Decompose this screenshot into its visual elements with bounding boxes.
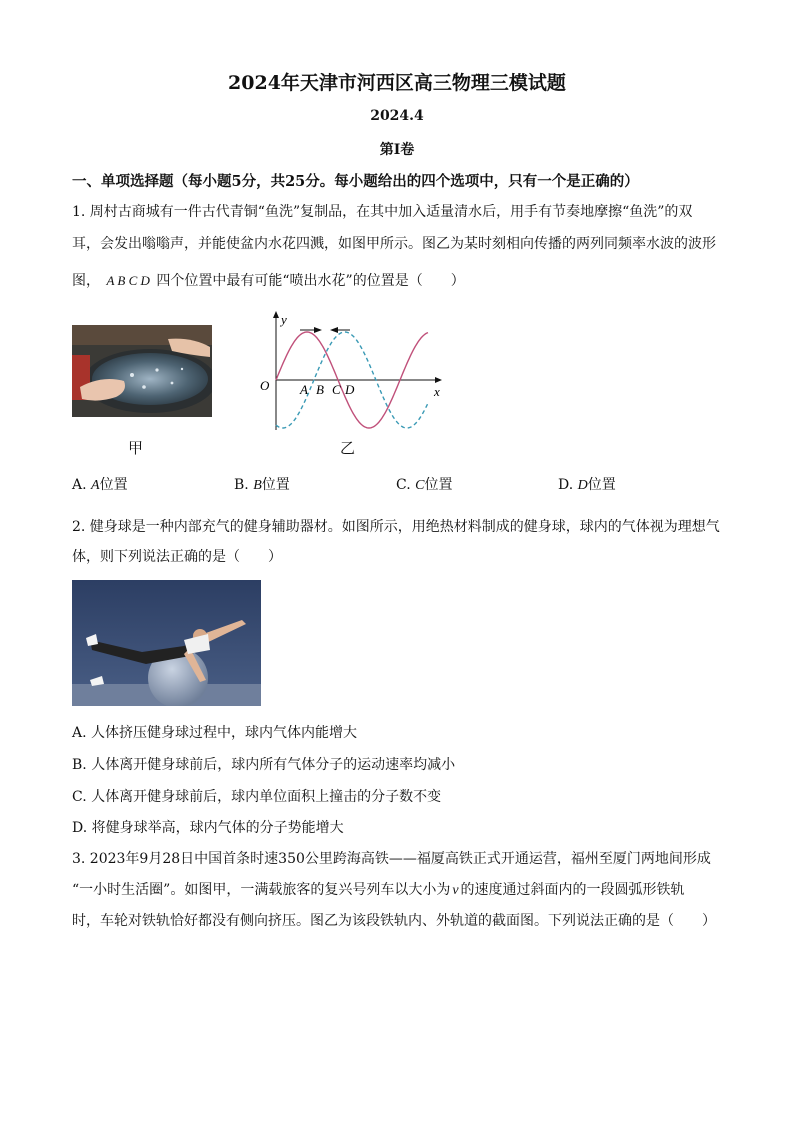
option-var: C bbox=[415, 478, 425, 493]
option-var: B bbox=[253, 478, 262, 493]
option-text: 位置 bbox=[424, 477, 453, 493]
fish-basin-photo bbox=[72, 325, 212, 417]
q1-option-a[interactable] bbox=[72, 474, 128, 494]
wave-graph bbox=[256, 308, 446, 434]
q3-line-2-a: “一小时生活圈”。如图甲，一满载旅客的复兴号列车以大小为 bbox=[72, 882, 451, 898]
q3-line-2-b: 的速度通过斜面内的一段圆弧形铁轨 bbox=[460, 882, 685, 898]
q3-line-1: 3. 2023年9月28日中国首条时速350公里跨海高铁——福厦高铁正式开通运营，福州至厦门两地间形成 bbox=[72, 851, 711, 867]
right-arrow-head bbox=[314, 327, 322, 333]
q2-option-d[interactable]: D. 将健身球举高，球内气体的分子势能增大 bbox=[72, 820, 344, 836]
q1-line-1: 1. 周村古商城有一件古代青铜“鱼洗”复制品，在其中加入适量清水后，用手有节奏地摩擦“鱼洗”的双 bbox=[72, 204, 693, 220]
velocity-symbol: v bbox=[452, 883, 459, 898]
option-key: C. bbox=[396, 477, 411, 493]
q1-line-3-suffix: 四个位置中最有可能“喷出水花”的位置是（ ） bbox=[156, 273, 465, 289]
figure-b-label: 乙 bbox=[340, 439, 356, 457]
option-key: A. bbox=[72, 477, 87, 493]
option-var: D bbox=[577, 478, 588, 493]
volume-label: 第Ⅰ卷 bbox=[379, 142, 415, 158]
q3-line-2 bbox=[72, 879, 685, 899]
q2-line-1: 2. 健身球是一种内部充气的健身辅助器材。如图所示，用绝热材料制成的健身球，球内的气体视为理想气 bbox=[72, 519, 720, 535]
point-b-label: B bbox=[316, 382, 324, 397]
q1-option-d[interactable] bbox=[558, 474, 616, 494]
y-axis-arrow bbox=[273, 311, 279, 318]
q2-option-a[interactable]: A. 人体挤压健身球过程中，球内气体内能增大 bbox=[72, 725, 358, 741]
figure-a-label: 甲 bbox=[128, 439, 144, 457]
x-axis-label: x bbox=[434, 384, 440, 399]
exam-date: 2024.4 bbox=[370, 108, 424, 124]
point-a-label: A bbox=[300, 382, 308, 397]
option-key: D. bbox=[558, 477, 574, 493]
left-arrow-head bbox=[330, 327, 338, 333]
option-text: 位置 bbox=[261, 477, 290, 493]
option-text: 位置 bbox=[99, 477, 128, 493]
y-axis-label: y bbox=[281, 312, 287, 327]
option-key: B. bbox=[234, 477, 249, 493]
point-c-label: C bbox=[332, 382, 341, 397]
fitness-ball-photo bbox=[72, 580, 261, 706]
q1-line-2: 耳，会发出嗡嗡声，并能使盆内水花四溅，如图甲所示。图乙为某时刻相向传播的两列同频率水波的波形 bbox=[72, 236, 716, 252]
option-text: 位置 bbox=[587, 477, 616, 493]
point-d-label: D bbox=[345, 382, 355, 397]
q1-line-3-prefix: 图， bbox=[72, 273, 100, 289]
x-axis-arrow bbox=[435, 377, 442, 383]
q2-option-c[interactable]: C. 人体离开健身球前后，球内单位面积上撞击的分子数不变 bbox=[72, 789, 442, 805]
q2-option-b[interactable]: B. 人体离开健身球前后，球内所有气体分子的运动速率均减小 bbox=[72, 757, 456, 773]
q3-line-3: 时，车轮对铁轨恰好都没有侧向挤压。图乙为该段铁轨内、外轨道的截面图。下列说法正确的是（ ） bbox=[72, 913, 716, 929]
q1-option-c[interactable] bbox=[396, 474, 452, 494]
section-heading: 一、单项选择题（每小题5分，共25分。每小题给出的四个选项中，只有一个是正确的） bbox=[72, 173, 639, 190]
q1-position-letters: A B C D bbox=[106, 273, 150, 288]
q1-option-b[interactable] bbox=[234, 474, 290, 494]
option-var: A bbox=[91, 478, 100, 493]
q2-line-2: 体，则下列说法正确的是（ ） bbox=[72, 549, 282, 565]
q1-line-3 bbox=[72, 270, 465, 290]
origin-label: O bbox=[260, 378, 270, 393]
page-title: 2024年天津市河西区高三物理三模试题 bbox=[228, 72, 566, 94]
